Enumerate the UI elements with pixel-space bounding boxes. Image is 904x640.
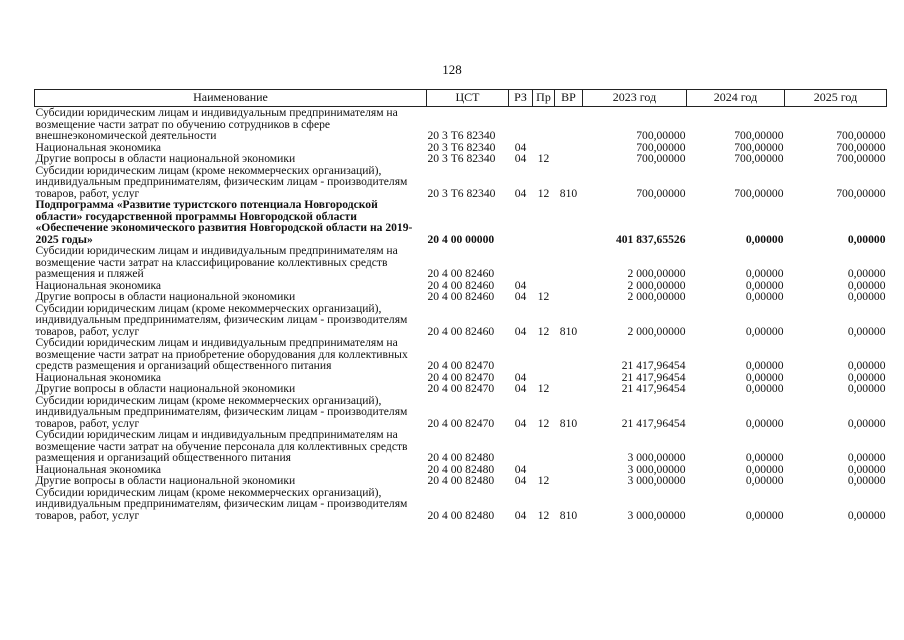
table-row: [35, 165, 887, 200]
row-rz: 04: [514, 290, 527, 303]
row-amount-2023: 700,00000: [636, 152, 686, 165]
table-row: [35, 337, 887, 372]
row-rz: 04: [514, 508, 527, 522]
row-vr: [555, 199, 583, 245]
row-amount-2024: 700,00000: [734, 186, 784, 200]
table-row: [35, 383, 887, 395]
budget-table: [34, 89, 887, 521]
row-amount-2025: 0,00000: [847, 290, 886, 303]
row-name: Субсидии юридическим лицам и индивидуальным предпринимателям на возмещение части затрат на классифицирование коллективных средств размещения и пляжей: [35, 244, 398, 280]
row-amount-2023: 700,00000: [636, 140, 686, 154]
row-rz: [509, 245, 533, 280]
row-amount-2025: 0,00000: [847, 416, 886, 430]
row-amount-2024: 700,00000: [734, 129, 784, 142]
row-amount-2025: 0,00000: [847, 508, 886, 522]
row-rz: 04: [514, 462, 527, 476]
row-amount-2025: 0,00000: [847, 324, 886, 338]
row-code: 20 4 00 82460: [427, 290, 495, 303]
row-amount-2023: 401 837,65526: [615, 232, 686, 246]
row-pr: 12: [537, 508, 550, 522]
row-vr: [555, 372, 583, 384]
row-amount-2024: 0,00000: [745, 278, 784, 292]
row-vr: [555, 245, 583, 280]
col-header-2024: 2024 год: [687, 90, 785, 107]
row-name: Другие вопросы в области национальной экономики: [35, 474, 296, 487]
row-code: 20 3 Т6 82340: [427, 129, 496, 142]
col-header-pr: Пр: [533, 90, 555, 107]
table-row: [35, 395, 887, 430]
row-name: Национальная экономика: [35, 462, 162, 476]
row-amount-2024: 0,00000: [745, 416, 784, 430]
row-rz: 04: [514, 324, 527, 338]
row-amount-2023: 2 000,00000: [627, 324, 686, 338]
row-amount-2023: 2 000,00000: [627, 278, 686, 292]
row-pr: [533, 245, 555, 280]
row-rz: 04: [514, 140, 527, 154]
row-amount-2023: 21 417,96454: [621, 416, 686, 430]
row-code: 20 4 00 82460: [427, 267, 495, 280]
row-vr: [555, 107, 583, 142]
row-amount-2023: 3 000,00000: [627, 508, 686, 522]
row-vr: 810: [559, 416, 578, 430]
row-vr: [555, 337, 583, 372]
row-amount-2024: 0,00000: [745, 474, 784, 487]
row-amount-2023: 700,00000: [636, 129, 686, 142]
row-code: 20 4 00 82460: [427, 324, 495, 338]
row-amount-2023: 21 417,96454: [621, 382, 686, 395]
row-amount-2023: 3 000,00000: [627, 462, 686, 476]
row-amount-2025: 0,00000: [847, 232, 886, 246]
row-amount-2023: 21 417,96454: [621, 359, 686, 372]
row-code: 20 4 00 00000: [427, 232, 495, 246]
row-rz: [509, 337, 533, 372]
row-rz: 04: [514, 474, 527, 487]
row-name: Другие вопросы в области национальной экономики: [35, 152, 296, 165]
row-pr: 12: [537, 382, 550, 395]
page-number: 128: [442, 62, 462, 77]
row-amount-2023: 3 000,00000: [627, 451, 686, 464]
col-header-vr: ВР: [555, 90, 583, 107]
row-vr: [555, 383, 583, 395]
row-code: 20 4 00 82480: [427, 462, 495, 476]
row-amount-2023: 2 000,00000: [627, 267, 686, 280]
col-header-2025: 2025 год: [785, 90, 887, 107]
row-pr: [533, 107, 555, 142]
row-amount-2025: 0,00000: [847, 382, 886, 395]
row-vr: [555, 280, 583, 292]
row-amount-2024: 0,00000: [745, 451, 784, 464]
row-amount-2025: 0,00000: [847, 278, 886, 292]
row-rz: 04: [514, 416, 527, 430]
row-amount-2025: 0,00000: [847, 474, 886, 487]
row-amount-2025: 0,00000: [847, 462, 886, 476]
col-header-code: ЦСТ: [427, 90, 509, 107]
row-name: Субсидии юридическим лицам и индивидуальным предпринимателям на возмещение части затрат на приобретение оборудования для коллективных средств размещения и организаций общественного питания: [35, 336, 408, 372]
row-rz: 04: [514, 382, 527, 395]
row-amount-2025: 700,00000: [836, 152, 886, 165]
table-row: [35, 475, 887, 487]
row-vr: [555, 291, 583, 303]
row-code: 20 4 00 82480: [427, 508, 495, 522]
row-amount-2025: 0,00000: [847, 359, 886, 372]
row-pr: 12: [537, 474, 550, 487]
row-amount-2024: 0,00000: [745, 508, 784, 522]
row-amount-2024: 0,00000: [745, 232, 784, 246]
table-row: [35, 199, 887, 245]
table-row: [35, 291, 887, 303]
row-name: Национальная экономика: [35, 370, 162, 384]
row-code: 20 4 00 82470: [427, 416, 495, 430]
row-amount-2023: 21 417,96454: [621, 370, 686, 384]
row-name: Субсидии юридическим лицам (кроме некоммерческих организаций), индивидуальным предпринимателям, физическим лицам - производителям товаров, работ, услуг: [35, 301, 408, 338]
row-amount-2024: 0,00000: [745, 324, 784, 338]
row-amount-2025: 0,00000: [847, 267, 886, 280]
table-row: [35, 429, 887, 464]
row-pr: [533, 337, 555, 372]
row-amount-2023: 3 000,00000: [627, 474, 686, 487]
row-name: Субсидии юридическим лицам (кроме некоммерческих организаций), индивидуальным предпринимателям, физическим лицам - производителям товаров, работ, услуг: [35, 393, 408, 430]
row-code: 20 3 Т6 82340: [427, 186, 496, 200]
row-code: 20 4 00 82470: [427, 370, 495, 384]
row-name: Субсидии юридическим лицам (кроме некоммерческих организаций), индивидуальным предпринимателям, физическим лицам - производителям товаров, работ, услуг: [35, 485, 408, 522]
row-name: Субсидии юридическим лицам и индивидуальным предпринимателям на возмещение части затрат по обучению сотрудников в сфере внешнеэкономической деятельности: [35, 106, 398, 142]
row-vr: [555, 429, 583, 464]
row-amount-2025: 0,00000: [847, 451, 886, 464]
row-amount-2023: 700,00000: [636, 186, 686, 200]
row-name: Национальная экономика: [35, 278, 162, 292]
row-pr: 12: [537, 290, 550, 303]
row-name: Подпрограмма «Развитие туристского потенциала Новгородской области» государственной программы Новгородской области «Обеспечение экономического развития Новгородской области на 2019-2025 годы»: [35, 198, 413, 246]
row-amount-2025: 700,00000: [836, 186, 886, 200]
row-amount-2024: 0,00000: [745, 267, 784, 280]
row-amount-2024: 700,00000: [734, 152, 784, 165]
row-amount-2024: 0,00000: [745, 370, 784, 384]
row-amount-2024: 700,00000: [734, 140, 784, 154]
row-amount-2024: 0,00000: [745, 382, 784, 395]
row-amount-2024: 0,00000: [745, 290, 784, 303]
table-row: [35, 245, 887, 280]
row-rz: 04: [514, 152, 527, 165]
row-vr: 810: [559, 324, 578, 338]
row-pr: 12: [537, 416, 550, 430]
row-vr: [555, 475, 583, 487]
row-name: Субсидии юридическим лицам и индивидуальным предпринимателям на возмещение части затрат на обучение персонала для коллективных средств размещения и организаций общественного питания: [35, 428, 408, 464]
row-code: 20 4 00 82460: [427, 278, 495, 292]
row-amount-2023: 2 000,00000: [627, 290, 686, 303]
row-rz: [509, 429, 533, 464]
col-header-rz: РЗ: [509, 90, 533, 107]
table-row: [35, 303, 887, 338]
row-rz: 04: [514, 370, 527, 384]
row-rz: 04: [514, 186, 527, 200]
row-code: 20 4 00 82480: [427, 474, 495, 487]
table-header: [35, 90, 887, 107]
row-name: Субсидии юридическим лицам (кроме некоммерческих организаций), индивидуальным предпринимателям, физическим лицам - производителям товаров, работ, услуг: [35, 163, 408, 200]
row-amount-2025: 700,00000: [836, 140, 886, 154]
row-code: 20 3 Т6 82340: [427, 152, 496, 165]
row-pr: 12: [537, 186, 550, 200]
row-vr: 810: [559, 186, 578, 200]
row-amount-2025: 700,00000: [836, 129, 886, 142]
row-code: 20 4 00 82470: [427, 359, 495, 372]
row-name: Национальная экономика: [35, 140, 162, 154]
table-body: [35, 107, 887, 522]
row-amount-2024: 0,00000: [745, 359, 784, 372]
col-header-2023: 2023 год: [583, 90, 687, 107]
row-pr: [533, 199, 555, 245]
row-rz: [509, 199, 533, 245]
row-vr: 810: [559, 508, 578, 522]
row-vr: [555, 153, 583, 165]
table-row: [35, 153, 887, 165]
row-code: 20 3 Т6 82340: [427, 140, 496, 154]
row-rz: 04: [514, 278, 527, 292]
row-vr: [555, 464, 583, 476]
row-rz: [509, 107, 533, 142]
table-row: [35, 487, 887, 522]
table-row: [35, 107, 887, 142]
row-code: 20 4 00 82480: [427, 451, 495, 464]
row-name: Другие вопросы в области национальной экономики: [35, 290, 296, 303]
row-amount-2025: 0,00000: [847, 370, 886, 384]
row-name: Другие вопросы в области национальной экономики: [35, 382, 296, 395]
row-pr: [533, 429, 555, 464]
row-pr: 12: [537, 152, 550, 165]
row-amount-2024: 0,00000: [745, 462, 784, 476]
row-vr: [555, 142, 583, 154]
row-pr: 12: [537, 324, 550, 338]
col-header-name: Наименование: [35, 90, 427, 107]
row-code: 20 4 00 82470: [427, 382, 495, 395]
